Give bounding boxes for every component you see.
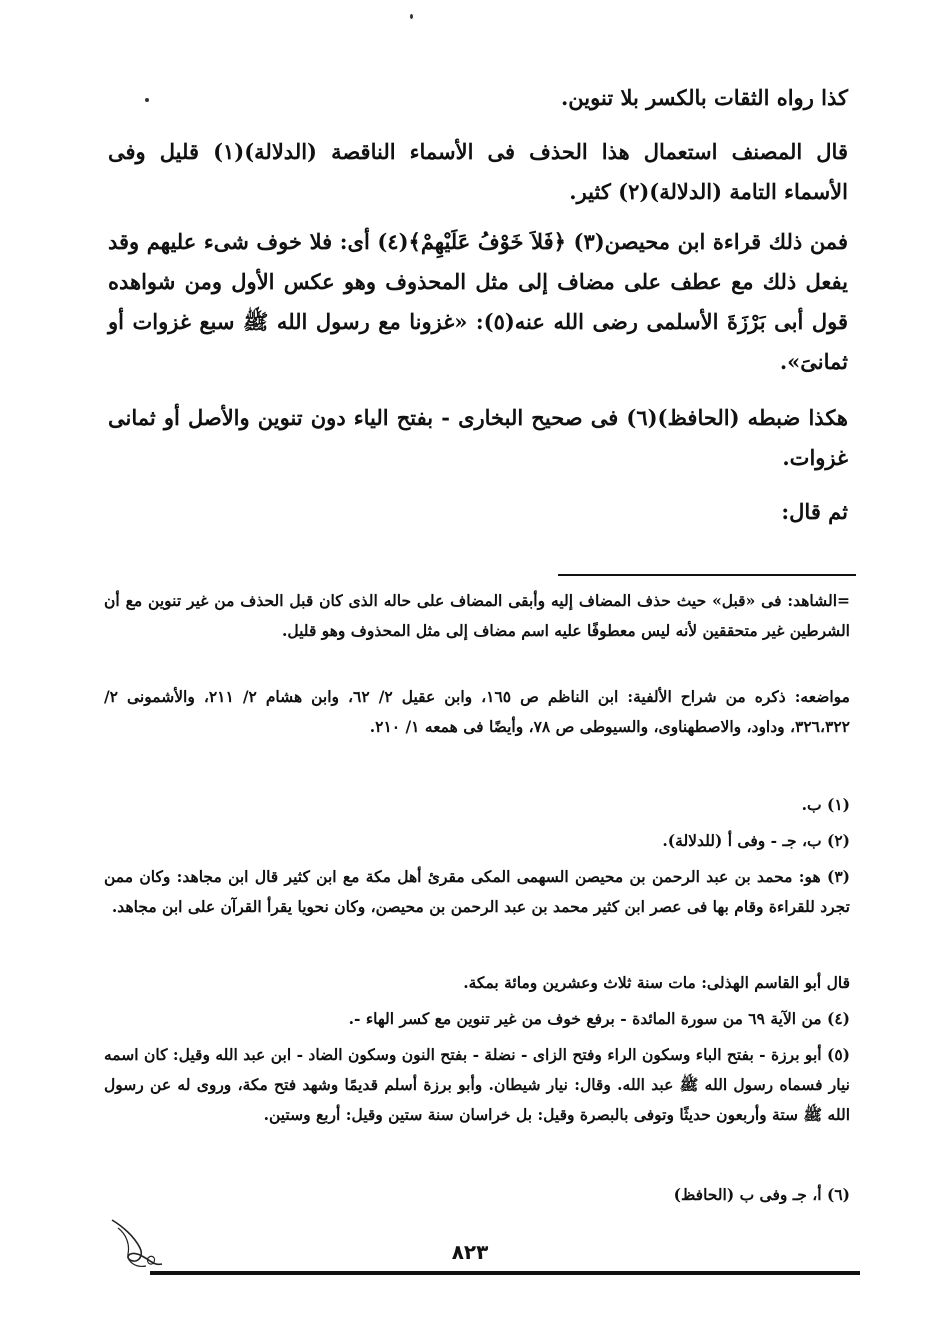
footnote-3-continued: قال أبو القاسم الهذلى: مات سنة ثلاث وعشرين ومائة بمكة.	[463, 973, 850, 992]
scan-speck	[410, 14, 413, 19]
footnote-3: (٣) هو: محمد بن عبد الرحمن بن محيصن السهمى المكى مقرئ أهل مكة مع ابن كثير قال ابن مجاهد: وكان ممن تجرد للقراءة وقام بها فى عصر ابن كثير محمد بن عبد الرحمن بن محيصن، وكان نحويا يقرأ القرآن على ابن مجاهد.	[104, 867, 850, 916]
footnote-1: (١) ب.	[801, 795, 850, 814]
paragraph-3: فمن ذلك قراءة ابن محيصن(٣) ﴿فَلاَ خَوْفُ عَلَيْهِمْ﴾(٤) أى: فلا خوف شىء عليهم وقد يفعل ذلك مع عطف على مضاف إلى مثل المحذوف وهو عكس الأول ومن شواهده قول أبى بَرْزَةَ الأسلمى رضى الله عنه(٥): «غزونا مع رسول الله ﷺ سبع غزوات أو ثمانىَ».	[108, 229, 848, 374]
paragraph-2: قال المصنف استعمال هذا الحذف فى الأسماء الناقصة (الدلالة)(١) قليل وفى الأسماء التامة (الدلالة)(٢) كثير.	[108, 139, 848, 204]
footnote-2: (٢) ب، جـ - وفى أ (للدلالة).	[662, 831, 850, 850]
footnote-shahid: =الشاهد: فى «قبل» حيث حذف المضاف إليه وأبقى المضاف على حاله الذى كان قبل الحذف من غير تنوين مع أن الشرطين غير متحققين لأنه ليس معطوفًا عليه اسم مضاف إلى مثل المحذوف وهو قليل.	[104, 591, 850, 640]
footnote-5: (٥) أبو برزة - بفتح الباء وسكون الراء وفتح الزاى - نضلة - بفتح النون وسكون الضاد - ابن عبد الله وقيل: كان اسمه نيار فسماه رسول الله ﷺ عبد الله. وقال: نيار شيطان. وأبو برزة أسلم قديمًا وشهد فتح مكة، وروى له عن رسول الله ﷺ ستة وأربعون حديثًا وتوفى بالبصرة وقيل: بل خراسان سنة ستين وقيل: أربع وستين.	[104, 1045, 850, 1124]
footnote-mawadi: مواضعه: ذكره من شراح الألفية: ابن الناظم ص ١٦٥، وابن عقيل ٢/ ٦٢، وابن هشام ٢/ ٢١١، والأشمونى ٢/ ٣٢٦،٣٢٢، وداود، والاصطهناوى، والسيوطى ص ٧٨، وأيضًا فى همعه ١/ ٢١٠.	[104, 687, 850, 736]
bottom-rule	[150, 1271, 860, 1275]
footnote-4: (٤) من الآية ٦٩ من سورة المائدة - برفع خوف من غير تنوين مع كسر الهاء -.	[348, 1009, 850, 1028]
paragraph-5: ثم قال:	[781, 499, 848, 524]
paragraph-4: هكذا ضبطه (الحافظ)(٦) فى صحيح البخارى - بفتح الياء دون تنوين والأصل أو ثمانى غزوات.	[108, 405, 848, 470]
paragraph-1: كذا رواه الثقات بالكسر بلا تنوين.	[561, 85, 848, 110]
footnote-separator	[558, 574, 856, 576]
scribble-mark	[108, 1214, 166, 1274]
footnote-6: (٦) أ، جـ وفى ب (الحافظ)	[673, 1185, 850, 1204]
page-number: ٨٢٣	[451, 1240, 489, 1264]
